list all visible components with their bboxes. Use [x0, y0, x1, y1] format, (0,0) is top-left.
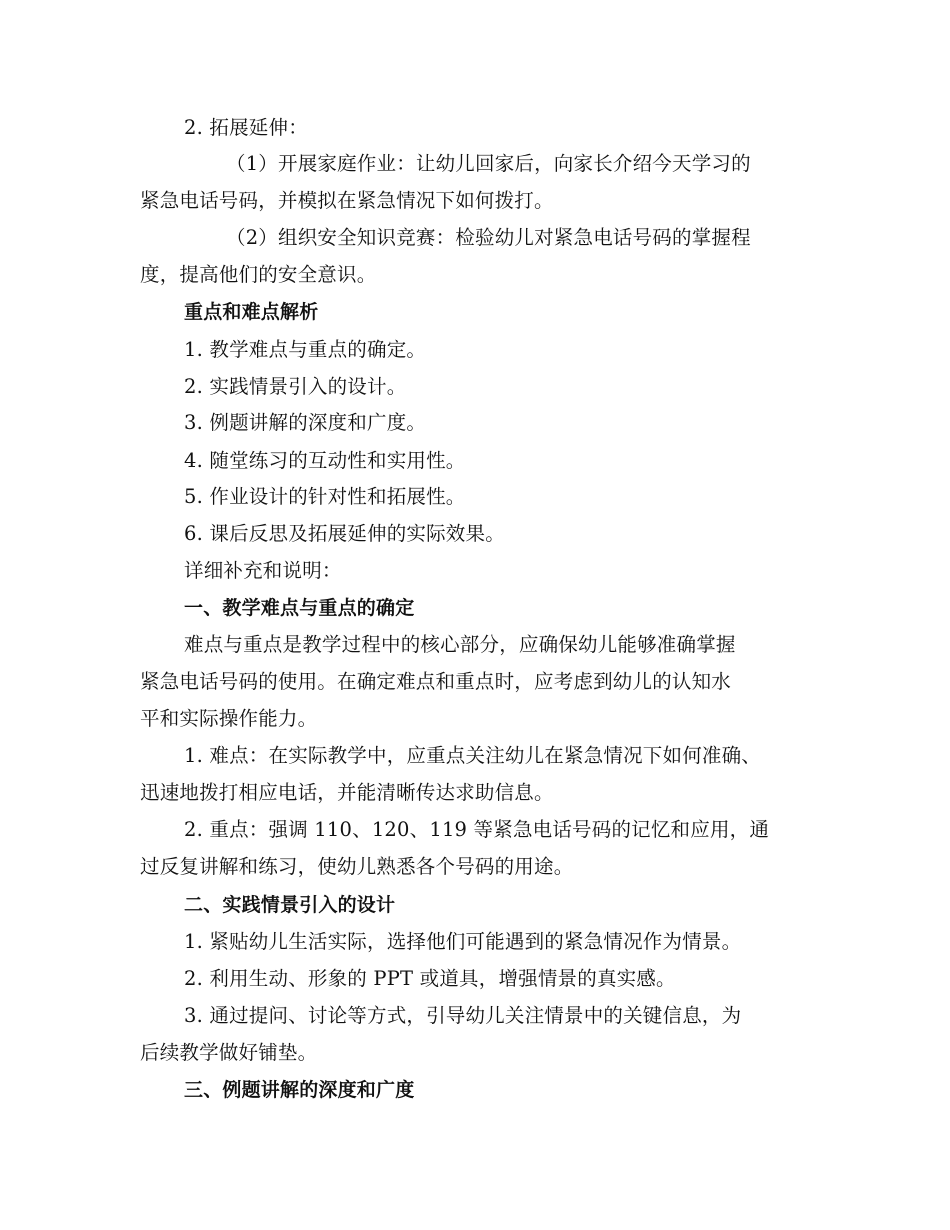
list-item: 4. 随堂练习的互动性和实用性。 — [184, 449, 466, 472]
paragraph-line: （1）开展家庭作业：让幼儿回家后，向家长介绍今天学习的 — [226, 152, 751, 175]
paragraph-line: 平和实际操作能力。 — [140, 707, 318, 730]
list-item: 1. 紧贴幼儿生活实际，选择他们可能遇到的紧急情况作为情景。 — [184, 930, 742, 953]
list-item: 3. 通过提问、讨论等方式，引导幼儿关注情景中的关键信息，为 — [184, 1004, 742, 1027]
list-item: 2. 实践情景引入的设计。 — [184, 375, 407, 398]
paragraph-line: 紧急电话号码的使用。在确定难点和重点时，应考虑到幼儿的认知水 — [140, 670, 732, 693]
list-item: 1. 难点：在实际教学中，应重点关注幼儿在紧急情况下如何准确、 — [184, 744, 762, 767]
section-heading: 一、教学难点与重点的确定 — [184, 597, 415, 619]
paragraph-line: 过反复讲解和练习，使幼儿熟悉各个号码的用途。 — [140, 855, 574, 878]
section-heading: 三、例题讲解的深度和广度 — [184, 1079, 415, 1101]
paragraph-line: 后续教学做好铺垫。 — [140, 1041, 318, 1064]
section-heading: 重点和难点解析 — [184, 301, 319, 323]
list-item: 5. 作业设计的针对性和拓展性。 — [184, 485, 466, 508]
list-item: 6. 课后反思及拓展延伸的实际效果。 — [184, 522, 505, 545]
list-item: 3. 例题讲解的深度和广度。 — [184, 411, 427, 434]
section-heading: 二、实践情景引入的设计 — [184, 894, 396, 916]
paragraph-line: 难点与重点是教学过程中的核心部分，应确保幼儿能够准确掌握 — [184, 633, 736, 656]
list-item-extension: 2. 拓展延伸： — [184, 116, 308, 139]
list-item: 1. 教学难点与重点的确定。 — [184, 338, 427, 361]
list-item: 2. 利用生动、形象的 PPT 或道具，增强情景的真实感。 — [184, 967, 676, 990]
paragraph-line: （2）组织安全知识竞赛：检验幼儿对紧急电话号码的掌握程 — [226, 226, 751, 249]
paragraph-line: 详细补充和说明： — [184, 559, 342, 582]
list-item: 2. 重点：强调 110、120、119 等紧急电话号码的记忆和应用，通 — [184, 818, 770, 841]
paragraph-line: 紧急电话号码，并模拟在紧急情况下如何拨打。 — [140, 189, 554, 212]
paragraph-line: 迅速地拨打相应电话，并能清晰传达求助信息。 — [140, 781, 554, 804]
paragraph-line: 度，提高他们的安全意识。 — [140, 263, 377, 286]
